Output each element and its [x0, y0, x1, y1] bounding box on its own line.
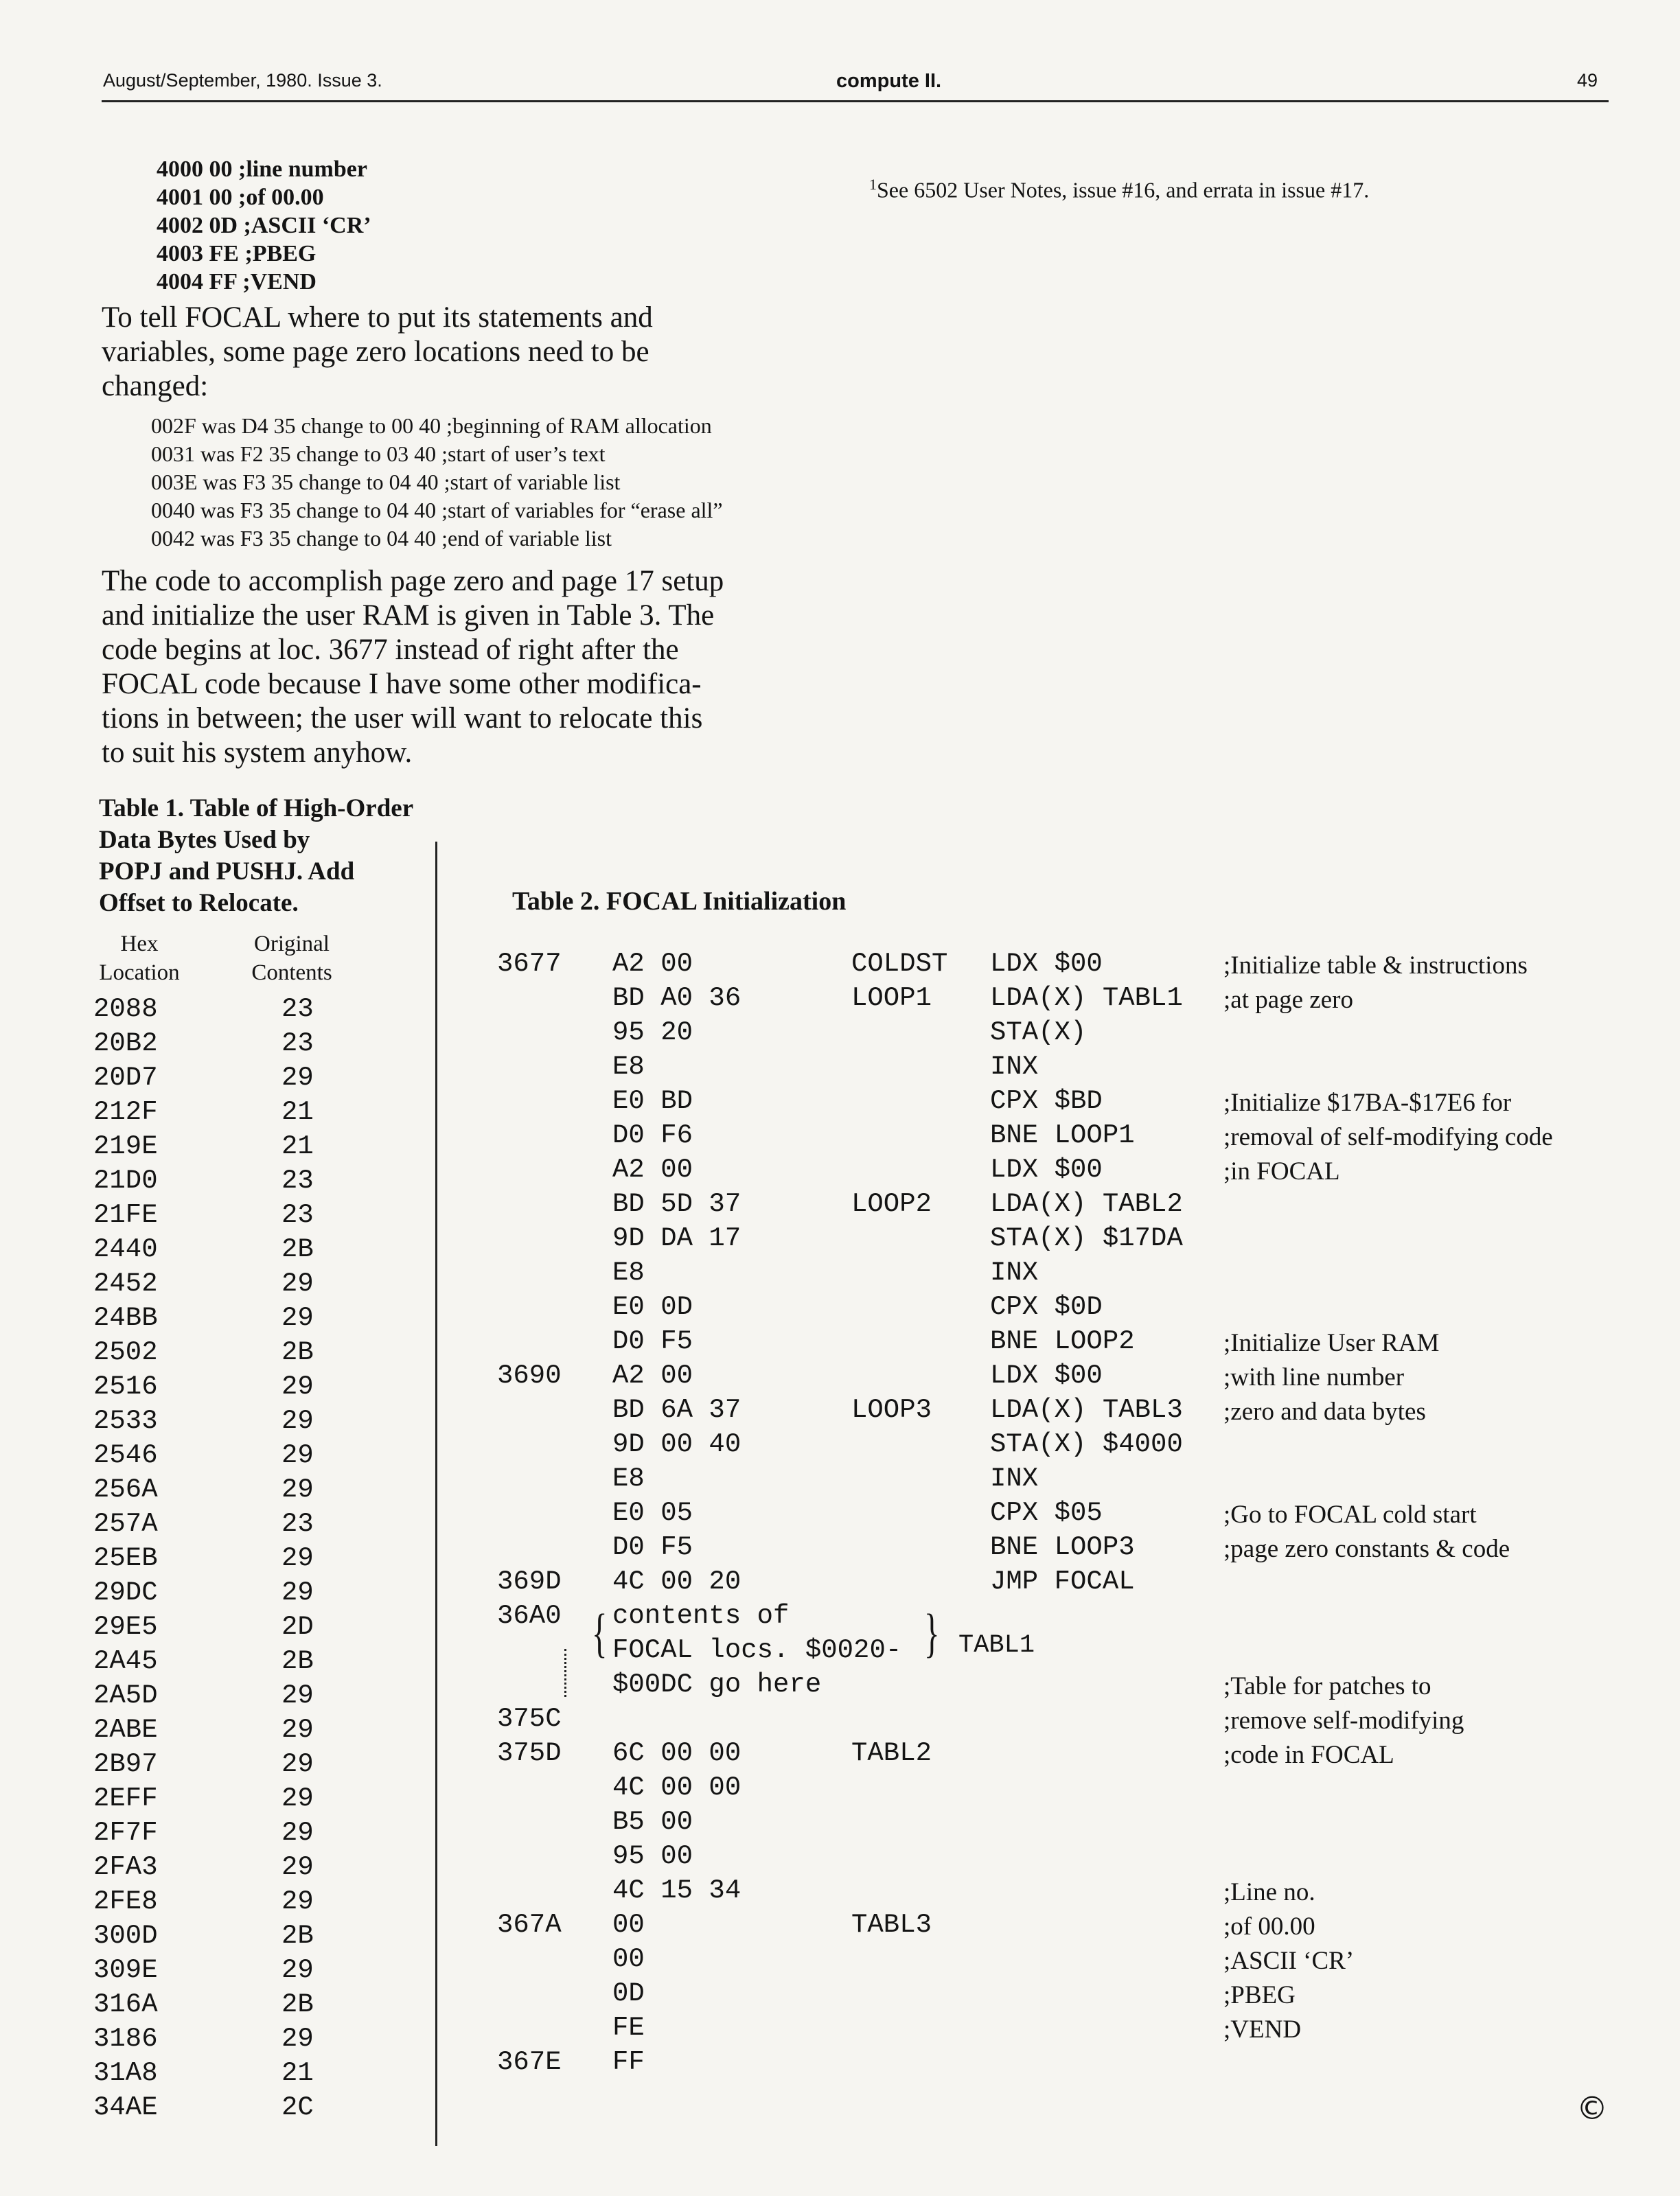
col-header-line: Hex	[120, 932, 159, 956]
table2-row	[0, 1841, 1680, 1875]
comment: ;Initialize table & instructions	[1223, 951, 1528, 980]
hex-location: 309E	[93, 1955, 158, 1985]
original-contents: 23	[281, 1166, 314, 1196]
table2-row	[0, 1464, 1680, 1498]
table1-title-line: Data Bytes Used by	[99, 826, 310, 854]
text-line: tions in between; the user will want to relocate this	[102, 702, 703, 735]
page-number: 49	[1577, 70, 1598, 91]
opcode-bytes: 4C 15 34	[612, 1875, 741, 1906]
instruction: LDX $00	[990, 1155, 1103, 1185]
text-line: To tell FOCAL where to put its statements and	[102, 301, 653, 334]
original-contents: 2B	[281, 1989, 314, 2020]
code-block	[157, 155, 371, 296]
opcode-bytes: A2 00	[612, 1155, 693, 1185]
table2-row	[0, 1086, 1680, 1120]
opcode-bytes: 4C 00 00	[612, 1772, 741, 1803]
comment: ;with line number	[1223, 1363, 1405, 1391]
hex-location: 29E5	[93, 1612, 158, 1642]
address: 375D	[497, 1738, 562, 1768]
opcode-bytes: 9D DA 17	[612, 1223, 741, 1253]
text-line: and initialize the user RAM is given in Table 3. The	[102, 599, 715, 632]
original-contents: 29	[281, 1406, 314, 1436]
asm-label: LOOP2	[851, 1189, 932, 1219]
hex-location: 25EB	[93, 1543, 158, 1573]
original-contents: 29	[281, 1783, 314, 1814]
footnote-mark: 1	[869, 176, 877, 193]
instruction: STA(X) $4000	[990, 1429, 1183, 1459]
original-contents: 29	[281, 1715, 314, 1745]
hex-location: 2FA3	[93, 1852, 158, 1882]
instruction: LDX $00	[990, 949, 1103, 979]
table2-row	[0, 1258, 1680, 1292]
address: 36A0	[497, 1601, 562, 1631]
opcode-bytes: B5 00	[612, 1807, 693, 1837]
instruction: BNE LOOP1	[990, 1120, 1135, 1151]
hex-location: 2516	[93, 1372, 158, 1402]
paragraph-setup	[102, 564, 724, 770]
original-contents: 21	[281, 2058, 314, 2088]
comment: ;at page zero	[1223, 986, 1353, 1014]
opcode-bytes: FOCAL locs. $0020-	[612, 1635, 902, 1665]
running-header-left: August/September, 1980. Issue 3.	[103, 70, 382, 91]
table1-title	[99, 793, 413, 919]
hex-location: 219E	[93, 1131, 158, 1161]
comment: ;Line no.	[1223, 1878, 1315, 1906]
original-contents: 23	[281, 1200, 314, 1230]
original-contents: 23	[281, 1028, 314, 1059]
hex-location: 24BB	[93, 1303, 158, 1333]
hex-location: 21FE	[93, 1200, 158, 1230]
comment: ;PBEG	[1223, 1981, 1296, 2009]
original-contents: 29	[281, 1372, 314, 1402]
hex-location: 316A	[93, 1989, 158, 2020]
table2-row	[0, 1292, 1680, 1326]
opcode-bytes: 0D	[612, 1978, 645, 2009]
original-contents: 2B	[281, 1921, 314, 1951]
opcode-bytes: E0 0D	[612, 1292, 693, 1322]
table2-row	[0, 2047, 1680, 2081]
opcode-bytes: 00	[612, 1944, 645, 1974]
table2-row	[0, 1669, 1680, 1704]
table2-row	[0, 1910, 1680, 1944]
original-contents: 29	[281, 1955, 314, 1985]
instruction: INX	[990, 1052, 1039, 1082]
hex-location: 2502	[93, 1337, 158, 1367]
comment: ;Initialize User RAM	[1223, 1329, 1440, 1357]
hex-location: 257A	[93, 1509, 158, 1539]
instruction: STA(X)	[990, 1017, 1087, 1048]
table2-row	[0, 1017, 1680, 1052]
col-header-line: Location	[99, 960, 180, 985]
instruction: STA(X) $17DA	[990, 1223, 1183, 1253]
patch-line: 0042 was F3 35 change to 04 40 ;end of variable list	[151, 526, 612, 551]
opcode-bytes: 4C 00 20	[612, 1567, 741, 1597]
opcode-bytes: 6C 00 00	[612, 1738, 741, 1768]
comment: ;ASCII ‘CR’	[1223, 1947, 1355, 1975]
original-contents: 23	[281, 994, 314, 1024]
table2-row	[0, 1052, 1680, 1086]
table2-row	[0, 949, 1680, 983]
address: 367A	[497, 1910, 562, 1940]
hex-location: 2A5D	[93, 1680, 158, 1711]
code-line: 4003 FE ;PBEG	[157, 241, 317, 266]
table2-row	[0, 1223, 1680, 1258]
patch-line: 0031 was F2 35 change to 03 40 ;start of user’s text	[151, 441, 606, 466]
table2-row	[0, 1944, 1680, 1978]
table2-row	[0, 1498, 1680, 1532]
original-contents: 23	[281, 1509, 314, 1539]
opcode-bytes: BD 6A 37	[612, 1395, 741, 1425]
magazine-title: compute II.	[836, 70, 942, 92]
text-line: changed:	[102, 370, 209, 402]
copyright-icon: ©	[1576, 2090, 1608, 2127]
original-contents: 2B	[281, 1646, 314, 1676]
code-line: 4001 00 ;of 00.00	[157, 185, 324, 210]
hex-location: 212F	[93, 1097, 158, 1127]
hex-location: 2F7F	[93, 1818, 158, 1848]
table2-row	[0, 1875, 1680, 1910]
table2-row	[0, 1635, 1680, 1669]
code-line: 4004 FF ;VEND	[157, 269, 317, 294]
table1-title-line: Table 1. Table of High-Order	[99, 794, 414, 822]
table2-row	[0, 1807, 1680, 1841]
opcode-bytes: E8	[612, 1464, 645, 1494]
text-line: code begins at loc. 3677 instead of right after the	[102, 634, 679, 666]
table2-row	[0, 1601, 1680, 1635]
instruction: CPX $0D	[990, 1292, 1103, 1322]
opcode-bytes: E8	[612, 1258, 645, 1288]
opcode-bytes: BD 5D 37	[612, 1189, 741, 1219]
original-contents: 2B	[281, 1337, 314, 1367]
col-header-line: Contents	[251, 960, 332, 985]
original-contents: 29	[281, 1303, 314, 1333]
table2-row	[0, 1738, 1680, 1772]
original-contents: 2B	[281, 1234, 314, 1264]
comment: ;removal of self-modifying code	[1223, 1123, 1553, 1151]
opcode-bytes: E0 05	[612, 1498, 693, 1528]
opcode-bytes: FF	[612, 2047, 645, 2077]
hex-location: 2533	[93, 1406, 158, 1436]
hex-location: 300D	[93, 1921, 158, 1951]
table2-title: Table 2. FOCAL Initialization	[512, 887, 847, 916]
tabl1-label: TABL1	[958, 1631, 1035, 1660]
hex-location: 2088	[93, 994, 158, 1024]
address: 375C	[497, 1704, 562, 1734]
asm-label: TABL3	[851, 1910, 932, 1940]
table2-row	[0, 1429, 1680, 1464]
address: 369D	[497, 1567, 562, 1597]
opcode-bytes: contents of	[612, 1601, 790, 1631]
table2-row	[0, 1704, 1680, 1738]
opcode-bytes: 95 00	[612, 1841, 693, 1871]
hex-location: 34AE	[93, 2092, 158, 2123]
address: 3677	[497, 949, 562, 979]
table2-row	[0, 1532, 1680, 1567]
table2-body	[0, 949, 1680, 2081]
code-line: 4000 00 ;line number	[157, 157, 367, 182]
footnote-text: See 6502 User Notes, issue #16, and errata in issue #17.	[877, 177, 1370, 203]
hex-location: 3186	[93, 2024, 158, 2054]
header-rule	[102, 100, 1609, 102]
hex-location: 20D7	[93, 1063, 158, 1093]
comment: ;page zero constants & code	[1223, 1535, 1510, 1563]
table2-row	[0, 983, 1680, 1017]
address: 367E	[497, 2047, 562, 2077]
opcode-bytes: 00	[612, 1910, 645, 1940]
left-brace: {	[592, 1603, 608, 1663]
hex-location: 31A8	[93, 2058, 158, 2088]
hex-location: 2452	[93, 1269, 158, 1299]
opcode-bytes: $00DC go here	[612, 1669, 822, 1700]
hex-location: 2440	[93, 1234, 158, 1264]
patch-line: 002F was D4 35 change to 00 40 ;beginning of RAM allocation	[151, 413, 712, 438]
original-contents: 29	[281, 1886, 314, 1917]
comment: ;remove self-modifying	[1223, 1707, 1464, 1735]
hex-location: 256A	[93, 1475, 158, 1505]
paragraph-intro	[102, 301, 653, 404]
comment: ;VEND	[1223, 2015, 1302, 2044]
table2-row	[0, 1361, 1680, 1395]
continuation-marks	[564, 1649, 568, 1697]
table1-title-line: POPJ and PUSHJ. Add	[99, 857, 355, 886]
text-line: variables, some page zero locations need to be	[102, 336, 649, 368]
original-contents: 29	[281, 1852, 314, 1882]
instruction: BNE LOOP2	[990, 1326, 1135, 1356]
table2-row	[0, 1567, 1680, 1601]
address: 3690	[497, 1361, 562, 1391]
original-contents: 29	[281, 1475, 314, 1505]
table2-row	[0, 1978, 1680, 2013]
comment: ;of 00.00	[1223, 1912, 1315, 1941]
instruction: LDA(X) TABL1	[990, 983, 1183, 1013]
footnote	[869, 176, 1369, 203]
instruction: LDA(X) TABL3	[990, 1395, 1183, 1425]
asm-label: TABL2	[851, 1738, 932, 1768]
table1-title-line: Offset to Relocate.	[99, 889, 299, 917]
comment: ;Table for patches to	[1223, 1672, 1431, 1700]
original-contents: 29	[281, 1269, 314, 1299]
instruction: CPX $BD	[990, 1086, 1103, 1116]
instruction: JMP FOCAL	[990, 1567, 1135, 1597]
comment: ;zero and data bytes	[1223, 1398, 1426, 1426]
asm-label: LOOP1	[851, 983, 932, 1013]
opcode-bytes: FE	[612, 2013, 645, 2043]
instruction: BNE LOOP3	[990, 1532, 1135, 1562]
asm-label: LOOP3	[851, 1395, 932, 1425]
comment: ;in FOCAL	[1223, 1157, 1340, 1186]
table2-row	[0, 1120, 1680, 1155]
opcode-bytes: D0 F5	[612, 1326, 693, 1356]
code-line: 4002 0D ;ASCII ‘CR’	[157, 213, 371, 238]
text-line: The code to accomplish page zero and page 17 setup	[102, 565, 724, 597]
text-line: FOCAL code because I have some other modifica-	[102, 668, 702, 700]
original-contents: 29	[281, 1543, 314, 1573]
opcode-bytes: 95 20	[612, 1017, 693, 1048]
instruction: CPX $05	[990, 1498, 1103, 1528]
instruction: INX	[990, 1464, 1039, 1494]
opcode-bytes: 9D 00 40	[612, 1429, 741, 1459]
original-contents: 29	[281, 2024, 314, 2054]
col-header-line: Original	[254, 932, 330, 956]
opcode-bytes: E0 BD	[612, 1086, 693, 1116]
patch-list	[151, 412, 723, 553]
opcode-bytes: E8	[612, 1052, 645, 1082]
original-contents: 29	[281, 1680, 314, 1711]
hex-location: 2A45	[93, 1646, 158, 1676]
hex-location: 2B97	[93, 1749, 158, 1779]
right-brace: }	[924, 1603, 940, 1663]
hex-location: 21D0	[93, 1166, 158, 1196]
instruction: LDA(X) TABL2	[990, 1189, 1183, 1219]
hex-location: 2EFF	[93, 1783, 158, 1814]
comment: ;code in FOCAL	[1223, 1741, 1394, 1769]
original-contents: 29	[281, 1577, 314, 1608]
original-contents: 21	[281, 1131, 314, 1161]
hex-location: 20B2	[93, 1028, 158, 1059]
table2-row	[0, 2013, 1680, 2047]
original-contents: 29	[281, 1063, 314, 1093]
opcode-bytes: BD A0 36	[612, 983, 741, 1013]
opcode-bytes: D0 F5	[612, 1532, 693, 1562]
original-contents: 29	[281, 1749, 314, 1779]
asm-label: COLDST	[851, 949, 948, 979]
hex-location: 2ABE	[93, 1715, 158, 1745]
opcode-bytes: A2 00	[612, 1361, 693, 1391]
table2-row	[0, 1772, 1680, 1807]
table2-row	[0, 1395, 1680, 1429]
original-contents: 2C	[281, 2092, 314, 2123]
table2-row	[0, 1189, 1680, 1223]
original-contents: 29	[281, 1440, 314, 1470]
original-contents: 21	[281, 1097, 314, 1127]
comment: ;Initialize $17BA-$17E6 for	[1223, 1089, 1512, 1117]
table2-row	[0, 1155, 1680, 1189]
comment: ;Go to FOCAL cold start	[1223, 1501, 1477, 1529]
hex-location: 2FE8	[93, 1886, 158, 1917]
patch-line: 0040 was F3 35 change to 04 40 ;start of variables for “erase all”	[151, 498, 723, 522]
original-contents: 29	[281, 1818, 314, 1848]
instruction: LDX $00	[990, 1361, 1103, 1391]
opcode-bytes: A2 00	[612, 949, 693, 979]
patch-line: 003E was F3 35 change to 04 40 ;start of variable list	[151, 470, 621, 494]
original-contents: 2D	[281, 1612, 314, 1642]
instruction: INX	[990, 1258, 1039, 1288]
hex-location: 29DC	[93, 1577, 158, 1608]
hex-location: 2546	[93, 1440, 158, 1470]
table2-row	[0, 1326, 1680, 1361]
text-line: to suit his system anyhow.	[102, 737, 413, 769]
opcode-bytes: D0 F6	[612, 1120, 693, 1151]
